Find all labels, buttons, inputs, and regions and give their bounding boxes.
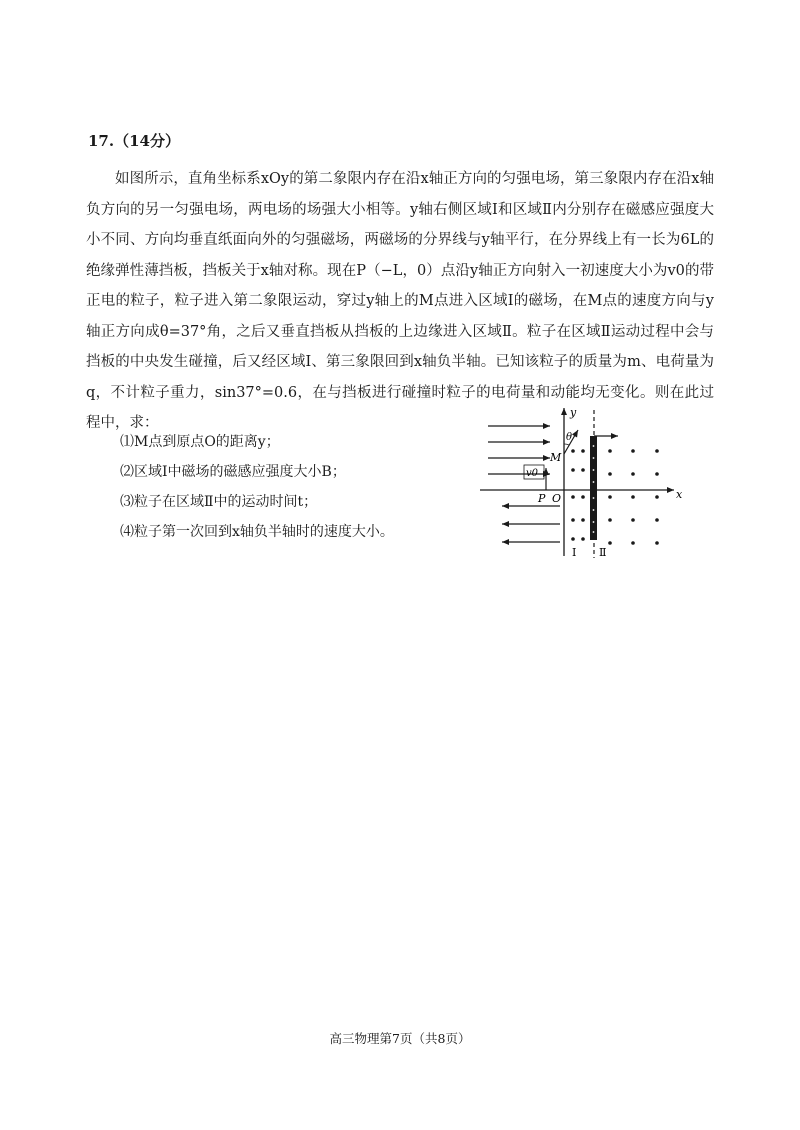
field-lines-second-quadrant [488, 426, 550, 474]
label-origin: O [552, 492, 562, 505]
label-point-m: M [550, 451, 562, 464]
field-dots-region-1 [571, 449, 585, 541]
question-body: 如图所示，直角坐标系xOy的第二象限内存在沿x轴正方向的匀强电场，第三象限内存在沿x轴负方向的另一匀强电场，两电场的场强大小相等。y轴右侧区域Ⅰ和区域Ⅱ内分别存在磁感应强度大小不同、方向均垂直纸面向外的匀强磁场，两磁场的分界线与y轴平行，在分界线上有一长为6L的绝缘弹性薄挡板，挡板关于x轴对称。现在P（−L，0）点沿y轴正方向射入一初速度大小为v0的带正电的粒子，粒子进入第二象限运动，穿过y轴上的M点进入区域Ⅰ的磁场，在M点的速度方向与y轴正方向成θ=37°角，之后又垂直挡板从挡板的上边缘进入区域Ⅱ。粒子在区域Ⅱ运动过程中会与挡板的中央发生碰撞，后又经区域Ⅰ、第三象限回到x轴负半轴。已知该粒子的质量为m、电荷量为q，不计粒子重力，sin37°=0.6，在与挡板进行碰撞时粒子的电荷量和动能均无变化。则在此过程中，求： [86, 171, 714, 431]
page-footer: 高三物理第7页（共8页） [329, 1031, 471, 1046]
baffle-plate [590, 436, 597, 540]
label-v0: v0 [526, 468, 539, 479]
label-point-p: P [538, 492, 546, 505]
label-y-axis: y [570, 406, 577, 419]
angle-arc [564, 444, 569, 445]
sub-question-3: ⑶粒子在区域Ⅱ中的运动时间t； [120, 494, 318, 510]
question-number: 17.（14分） [88, 132, 180, 150]
sub-question-1: ⑴M点到原点O的距离y； [120, 434, 280, 450]
physics-diagram [480, 406, 690, 566]
sub-question-2: ⑵区域Ⅰ中磁场的磁感应强度大小B； [120, 464, 346, 480]
label-theta: θ [566, 432, 573, 443]
label-region-1: Ⅰ [572, 546, 577, 559]
field-lines-third-quadrant [502, 506, 560, 542]
field-dots-region-2 [608, 449, 659, 545]
sub-question-4: ⑷粒子第一次回到x轴负半轴时的速度大小。 [120, 524, 394, 540]
label-x-axis: x [676, 488, 683, 501]
label-region-2: Ⅱ [599, 546, 607, 559]
